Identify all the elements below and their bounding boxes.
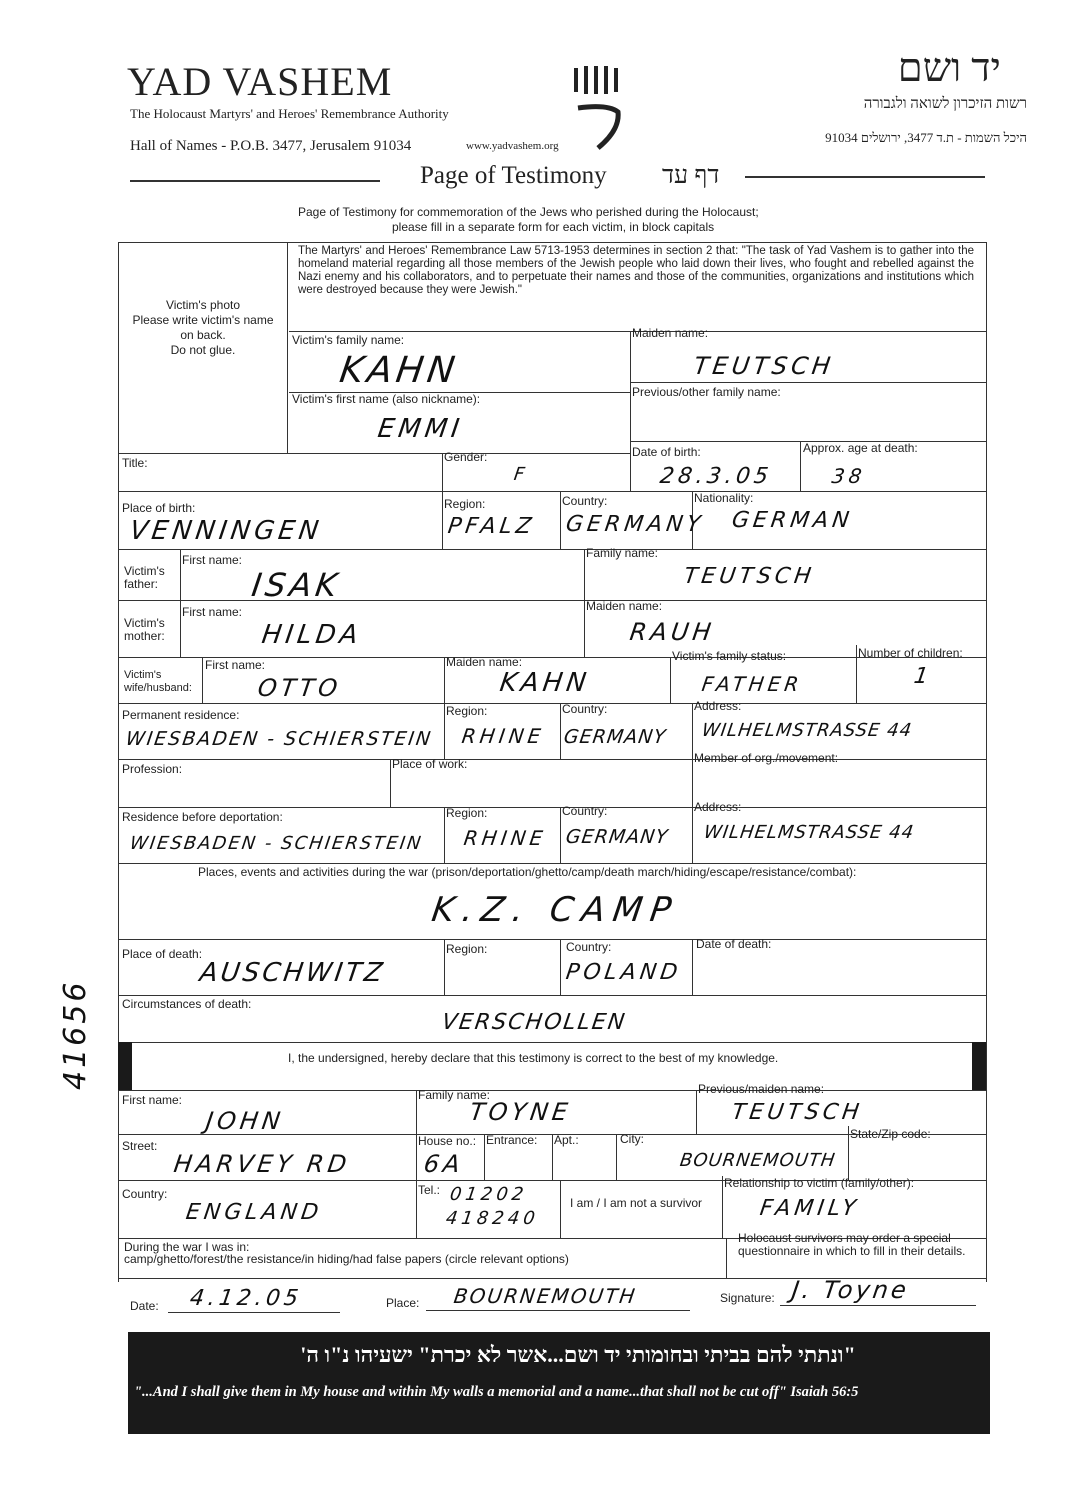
label-gender: Gender: xyxy=(444,450,488,464)
label-place: Place: xyxy=(386,1296,420,1310)
entry-father-first: ISAK xyxy=(249,566,344,604)
hall-of-names: Hall of Names - P.O.B. 3477, Jerusalem 91034 xyxy=(130,138,412,154)
entry-tel-line1: 01202 xyxy=(448,1184,529,1205)
label-spouse-first: First name: xyxy=(205,658,266,672)
entry-circumstances: VERSCHOLLEN xyxy=(440,1010,629,1035)
label-title: Title: xyxy=(122,456,148,470)
entry-place-of-birth: VENNINGEN xyxy=(127,516,325,546)
label-previous-family-name: Previous/other family name: xyxy=(632,385,781,399)
victim-photo-box xyxy=(118,298,288,358)
margin-number: 41656 xyxy=(58,979,93,1090)
label-victims-mother: Victim's mother: xyxy=(124,616,165,643)
label-birth-country: Country: xyxy=(562,494,608,508)
entry-residence-country: GERMANY xyxy=(562,726,668,748)
label-nationality: Nationality: xyxy=(694,491,754,505)
intro-line-2: please fill in a separate form for each victim, in block capitals xyxy=(392,220,715,234)
entry-submitter-previous: TEUTSCH xyxy=(730,1100,865,1125)
intro-line-1: Page of Testimony for commemoration of the Jews who perished during the Holocaust; xyxy=(298,205,759,219)
label-victims-spouse: Victim's wife/husband: xyxy=(124,669,192,694)
label-submitter-country: Country: xyxy=(122,1187,168,1201)
entry-approx-age: 38 xyxy=(830,464,868,488)
label-mother-first: First name: xyxy=(182,605,243,619)
label-family-status: Victim's family status: xyxy=(672,649,787,663)
label-place-of-death: Place of death: xyxy=(122,947,203,961)
label-residence-address: Address: xyxy=(694,699,742,713)
entry-date: 4.12.05 xyxy=(188,1286,304,1311)
photo-line-3: on back. xyxy=(180,328,226,342)
page-title-hebrew: דף עד xyxy=(662,162,720,189)
label-residence-before: Residence before deportation: xyxy=(122,810,283,824)
label-date-of-death: Date of death: xyxy=(696,937,772,951)
entry-place: BOURNEMOUTH xyxy=(452,1284,639,1308)
label-during-war: During the war I was in: xyxy=(124,1240,250,1254)
entry-residence: WIESBADEN - SCHIERSTEIN xyxy=(124,728,434,750)
label-submitter-first: First name: xyxy=(122,1093,183,1107)
entry-deport-region: RHINE xyxy=(462,826,549,850)
label-approx-age: Approx. age at death: xyxy=(803,441,918,455)
label-father-family: Family name: xyxy=(586,546,659,560)
entry-war-places: K.Z. CAMP xyxy=(429,890,682,930)
label-residence-country: Country: xyxy=(562,702,608,716)
survivor-status: I am / I am not a survivor xyxy=(570,1196,703,1210)
label-street: Street: xyxy=(122,1139,158,1153)
entry-mother-maiden: RAUH xyxy=(628,618,717,646)
entry-date-of-birth: 28.3.05 xyxy=(658,464,774,489)
label-father-first: First name: xyxy=(182,553,243,567)
label-first-name: Victim's first name (also nickname): xyxy=(292,392,481,406)
page-title: Page of Testimony xyxy=(420,162,607,189)
label-house-no: House no.: xyxy=(418,1134,477,1148)
entry-birth-region: PFALZ xyxy=(446,514,537,539)
org-name: YAD VASHEM xyxy=(127,59,393,104)
entry-house-no: 6A xyxy=(422,1150,466,1178)
entry-street: HARVEY RD xyxy=(172,1150,353,1178)
entry-submitter-family: TOYNE xyxy=(468,1098,574,1126)
entry-maiden-name: TEUTSCH xyxy=(692,352,837,380)
label-death-country: Country: xyxy=(566,940,612,954)
hebrew-subtitle: רשות הזיכרון לשואה ולגבורה xyxy=(863,96,1027,112)
entry-nationality: GERMAN xyxy=(730,508,855,533)
label-residence-region: Region: xyxy=(446,704,488,718)
entry-spouse-maiden: KAHN xyxy=(497,668,592,698)
label-date-of-birth: Date of birth: xyxy=(632,445,701,459)
entry-first-name: EMMI xyxy=(375,414,466,444)
hebrew-hall: היכל השמות - ת.ד 3477, ירושלים 91034 xyxy=(825,130,1027,145)
entry-family-status: FATHER xyxy=(700,672,805,696)
entry-children: 1 xyxy=(912,664,934,689)
hebrew-org-name: יד ושם xyxy=(897,45,1001,90)
declaration: I, the undersigned, hereby declare that this testimony is correct to the best of my knowledge. xyxy=(288,1051,779,1065)
label-deport-address: Address: xyxy=(694,800,742,814)
label-maiden-name: Maiden name: xyxy=(632,326,709,340)
label-profession: Profession: xyxy=(122,762,183,776)
entry-deport-country: GERMANY xyxy=(564,826,670,848)
entry-country: ENGLAND xyxy=(184,1200,324,1225)
label-relationship: Relationship to victim (family/other): xyxy=(724,1176,915,1190)
label-tel: Tel.: xyxy=(418,1183,441,1197)
label-apt: Apt.: xyxy=(554,1133,579,1147)
entry-family-name: KAHN xyxy=(337,350,462,391)
label-family-name: Victim's family name: xyxy=(292,333,405,347)
during-war-options: camp/ghetto/forest/the resistance/in hiding/had false papers (circle relevant options) xyxy=(124,1252,569,1266)
entry-father-family: TEUTSCH xyxy=(682,564,817,589)
label-member-org: Member of org./movement: xyxy=(694,751,839,765)
yad-vashem-logo xyxy=(568,60,628,155)
label-state-zip: State/Zip code: xyxy=(850,1127,931,1141)
entry-deport-residence: WIESBADEN - SCHIERSTEIN xyxy=(128,833,424,854)
website: www.yadvashem.org xyxy=(466,140,559,152)
label-city: City: xyxy=(620,1132,644,1146)
entry-residence-address: WILHELMSTRASSE 44 xyxy=(700,720,914,741)
hebrew-quote: "ונתתי להם בביתי ובחומותי יד ושם...אשר לא יכרת" ישעיהו נ"ו ה' xyxy=(300,1342,856,1367)
label-permanent-residence: Permanent residence: xyxy=(122,708,240,722)
survivors-note: Holocaust survivors may order a special questionnaire in which to fill in their details. xyxy=(738,1231,966,1258)
entry-death-place: AUSCHWITZ xyxy=(197,958,388,988)
entry-gender: F xyxy=(512,464,530,485)
photo-line-1: Victim's photo xyxy=(165,298,241,312)
photo-line-2: Please write victim's name xyxy=(132,313,274,327)
title-rule-right xyxy=(745,176,985,178)
photo-line-4: Do not glue. xyxy=(170,343,236,357)
entry-spouse-first: OTTO xyxy=(256,674,344,702)
law-text: The Martyrs' and Heroes' Remembrance Law 5713-1953 determines in section 2 that: "The task of Yad Vashem is to gather into the homeland material regarding all those members of the Jewish people who laid down their lives, who fought and rebelled against the Nazi enemy and his collaborators, and to perpetuate their names and those of the communities, organizations and institutions which were destroyed because they were Jewish." xyxy=(298,245,974,296)
english-quote: "...And I shall give them in My house and within My walls a memorial and a name...that shall not be cut off" Isaiah 56:5 xyxy=(134,1384,859,1400)
entry-city: BOURNEMOUTH xyxy=(678,1150,837,1171)
label-death-region: Region: xyxy=(446,942,488,956)
label-number-children: Number of children: xyxy=(858,646,963,660)
label-circumstances: Circumstances of death: xyxy=(122,997,252,1011)
footer-banner xyxy=(128,1332,990,1434)
label-mother-maiden: Maiden name: xyxy=(586,599,663,613)
label-signature: Signature: xyxy=(720,1291,775,1305)
entry-residence-region: RHINE xyxy=(460,724,547,748)
label-deport-region: Region: xyxy=(446,806,488,820)
label-entrance: Entrance: xyxy=(486,1133,538,1147)
label-deport-country: Country: xyxy=(562,804,608,818)
org-subtitle: The Holocaust Martyrs' and Heroes' Remembrance Authority xyxy=(130,106,449,121)
entry-tel-line2: 418240 xyxy=(444,1208,541,1229)
entry-mother-first: HILDA xyxy=(259,620,364,650)
title-rule-left xyxy=(130,180,380,182)
entry-relationship: FAMILY xyxy=(758,1196,862,1221)
entry-submitter-first: JOHN xyxy=(204,1107,286,1135)
label-place-of-work: Place of work: xyxy=(392,757,468,771)
entry-deport-address: WILHELMSTRASSE 44 xyxy=(702,822,916,843)
label-date: Date: xyxy=(130,1299,159,1313)
entry-signature: J. Toyne xyxy=(790,1276,911,1304)
label-spouse-maiden: Maiden name: xyxy=(446,655,523,669)
label-place-of-birth: Place of birth: xyxy=(122,501,196,515)
label-places-events: Places, events and activities during the war (prison/deportation/ghetto/camp/death march/hiding/escape/resistance/combat): xyxy=(198,865,857,879)
entry-death-country: POLAND xyxy=(564,960,684,985)
entry-birth-country: GERMANY xyxy=(564,512,706,537)
label-victims-father: Victim's father: xyxy=(124,564,165,591)
label-previous-maiden: Previous/maiden name: xyxy=(698,1082,825,1096)
label-birth-region: Region: xyxy=(444,497,486,511)
label-submitter-family: Family name: xyxy=(418,1088,491,1102)
